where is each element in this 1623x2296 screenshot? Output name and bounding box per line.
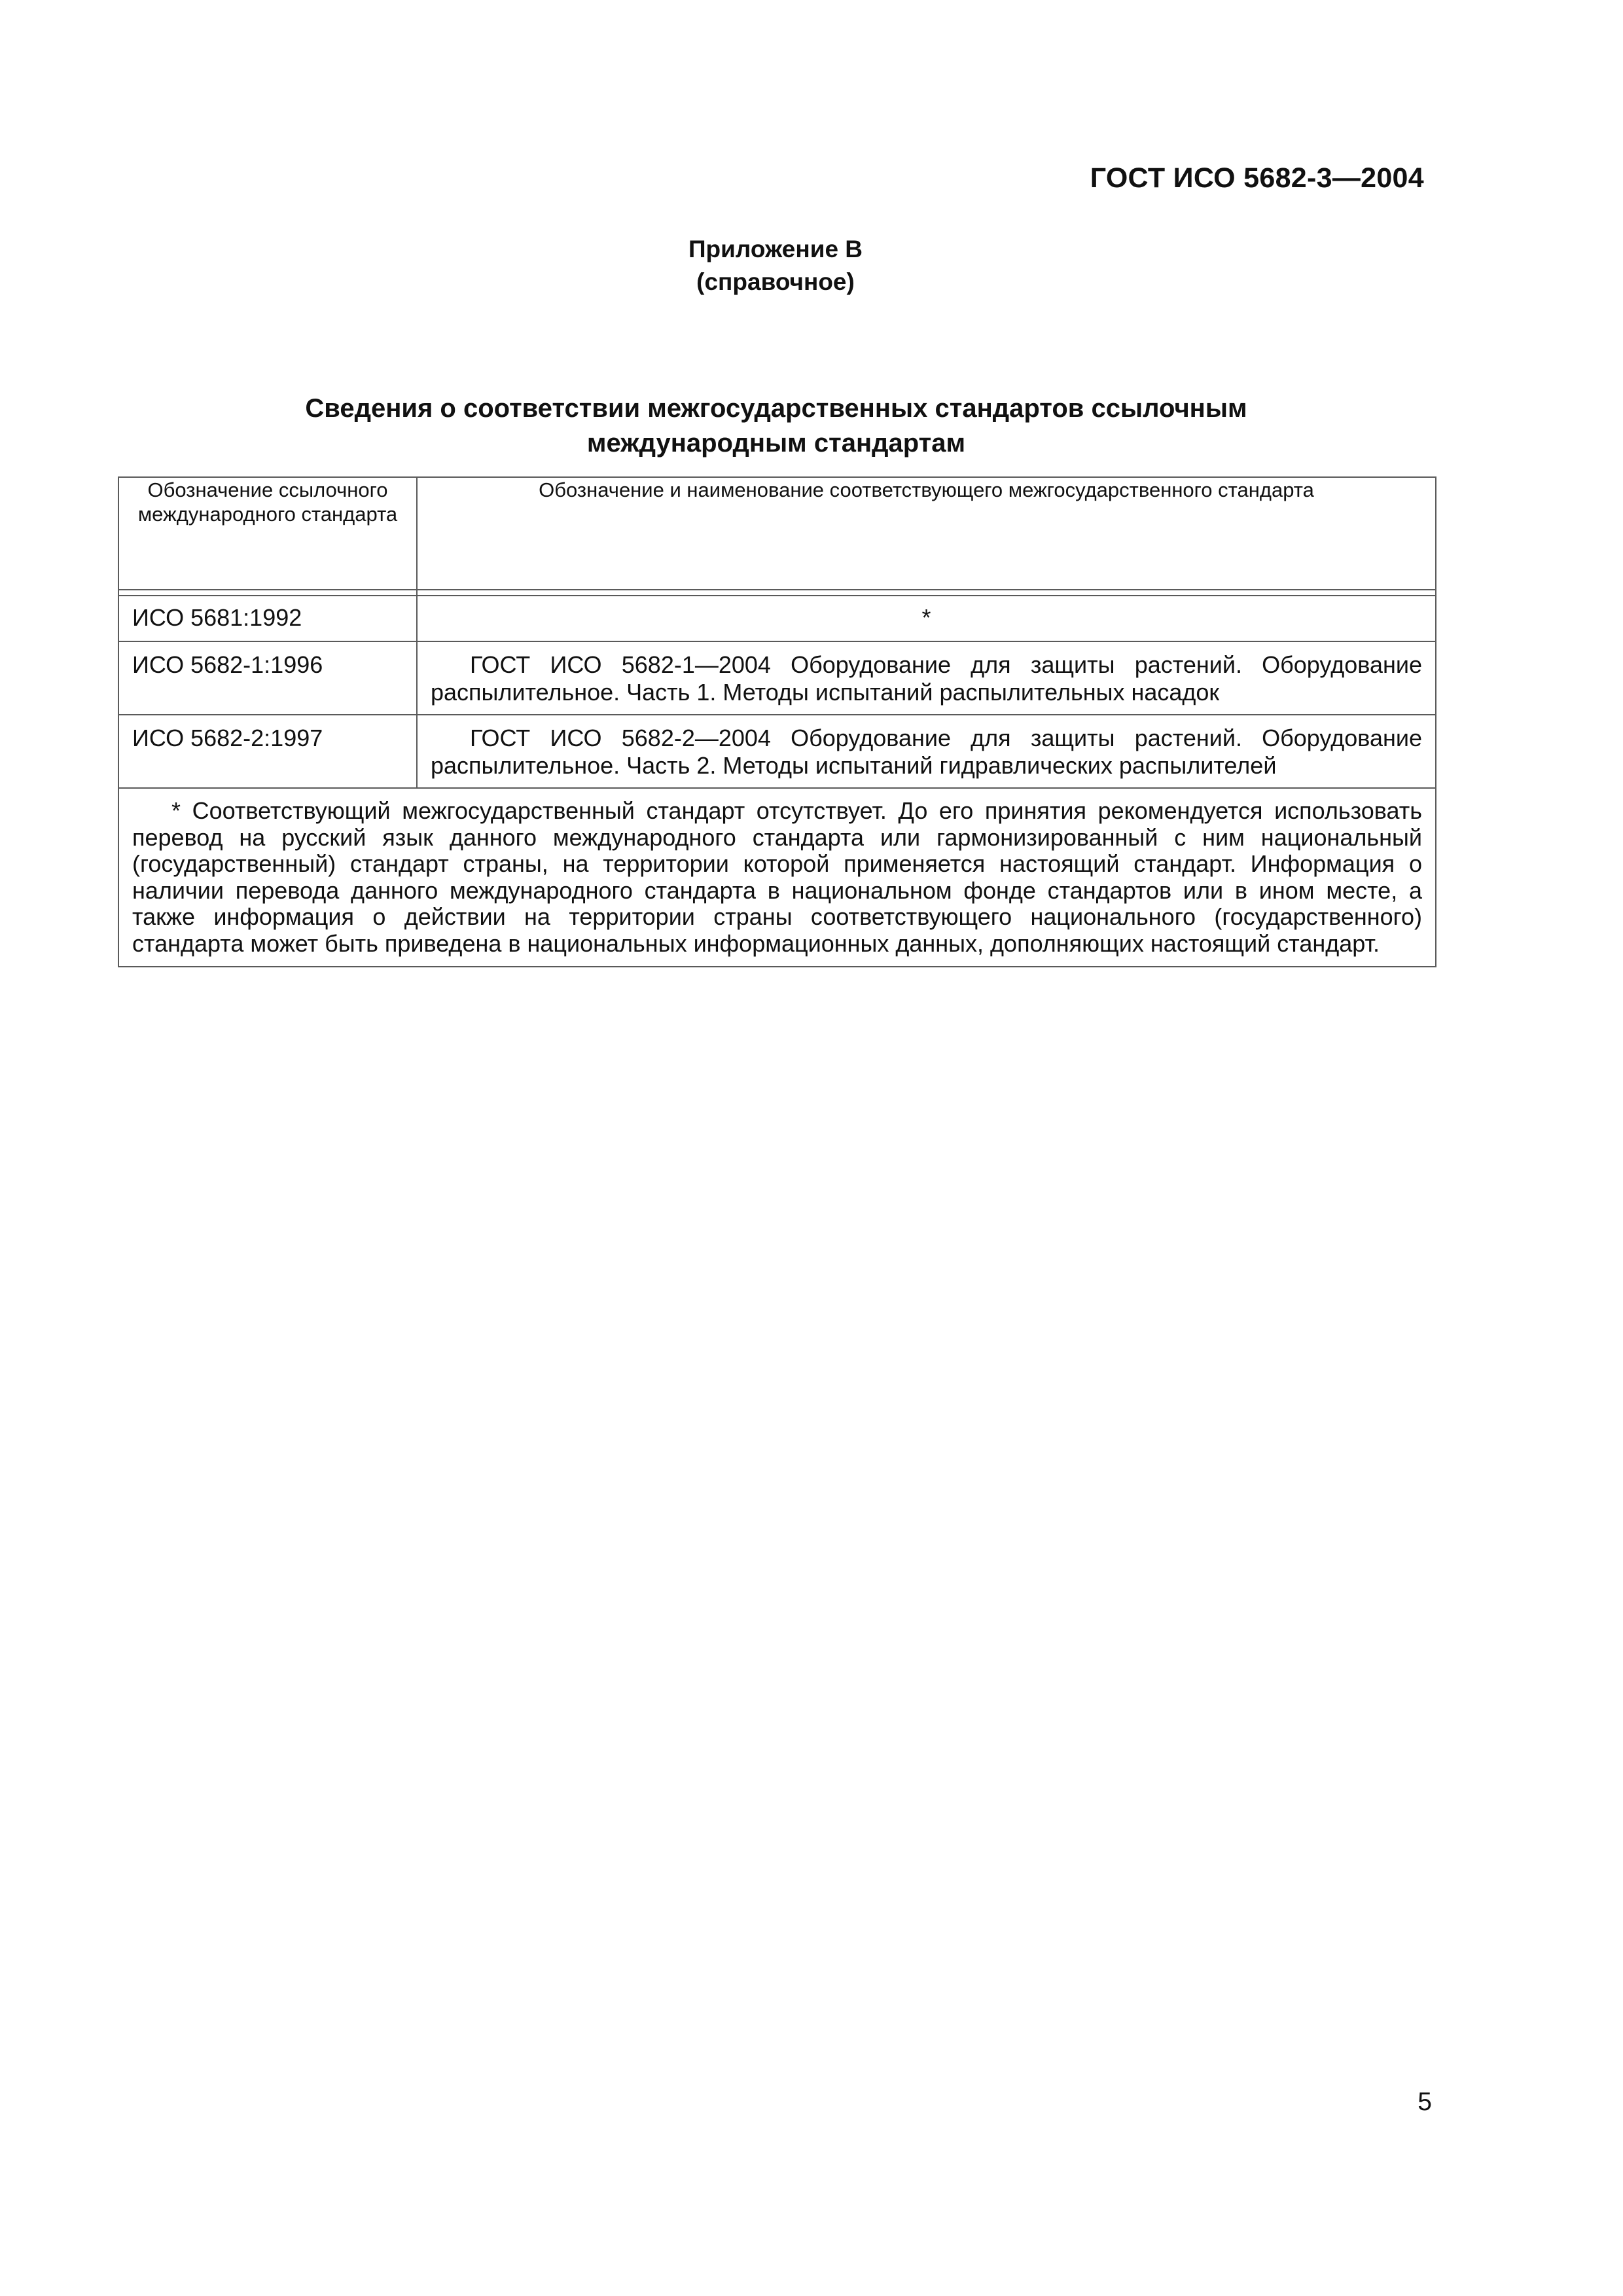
- table-header-row: [118, 477, 1436, 590]
- annex-status: (справочное): [696, 268, 855, 295]
- table-row: [118, 641, 1436, 715]
- table-title: [118, 391, 1435, 461]
- table-title-line-2: международным стандартам: [586, 429, 966, 457]
- table-footnote-row: [118, 788, 1436, 967]
- interstate-standard-cell: ГОСТ ИСО 5682-1—2004 Оборудование для защиты растений. Оборудование распылительное. Часть 1. Методы испытаний распылительных насадок: [417, 641, 1436, 715]
- iso-designation-cell: ИСО 5682-1:1996: [118, 641, 417, 715]
- header-separator: [118, 590, 1436, 596]
- document-code: ГОСТ ИСО 5682-3—2004: [1090, 162, 1424, 194]
- table-row: [118, 715, 1436, 788]
- page-number: 5: [1418, 2088, 1432, 2116]
- header-cell-iso-designation: Обозначение ссылочного международного стандарта: [118, 477, 417, 590]
- table-title-line-1: Сведения о соответствии межгосударственных стандартов ссылочным: [305, 394, 1247, 423]
- iso-designation-cell: ИСО 5681:1992: [118, 596, 417, 641]
- interstate-standard-cell: ГОСТ ИСО 5682-2—2004 Оборудование для защиты растений. Оборудование распылительное. Часть 2. Методы испытаний гидравлических распылителей: [417, 715, 1436, 788]
- interstate-standard-cell: *: [417, 596, 1436, 641]
- annex-title: Приложение В: [688, 236, 863, 262]
- header-cell-interstate-standard: Обозначение и наименование соответствующего межгосударственного стандарта: [417, 477, 1436, 590]
- iso-designation-cell: ИСО 5682-2:1997: [118, 715, 417, 788]
- table-footnote: * Соответствующий межгосударственный стандарт отсутствует. До его принятия рекомендуется использовать перевод на русский язык данного международного стандарта или гармонизированный с ним национальный (государственный) стандарт страны, на территории которой применяется настоящий стандарт. Информация о наличии перевода данного международного стандарта в национальном фонде стандартов или в ином месте, а также информация о действии на территории страны соответствующего национального (государственного) стандарта может быть приведена в национальных информационных данных, дополняющих настоящий стандарт.: [118, 788, 1436, 967]
- standards-correspondence-table: [118, 476, 1436, 967]
- annex-heading: [0, 233, 1551, 298]
- table-row: [118, 596, 1436, 641]
